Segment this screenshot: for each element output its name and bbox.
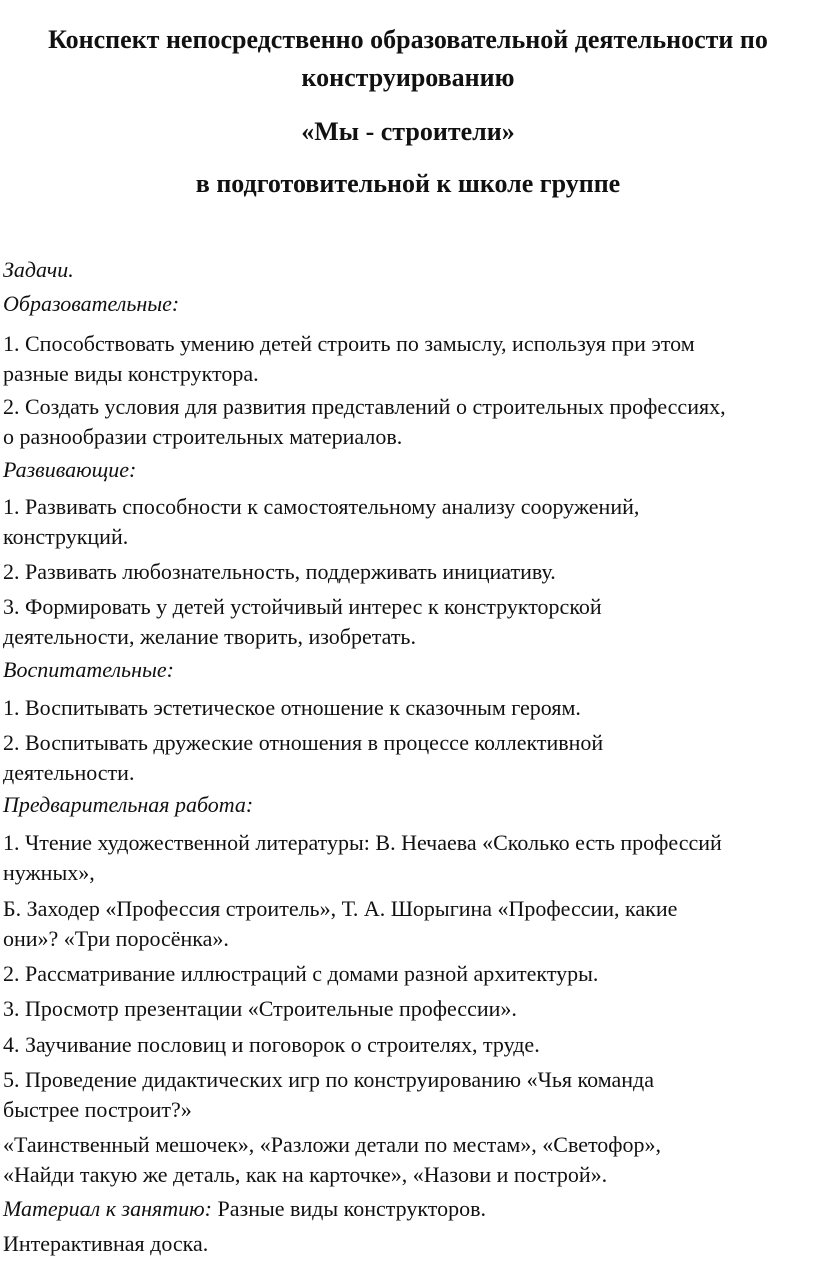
up-item-2-line-2: деятельности.	[3, 760, 135, 785]
pre-item-1b-line-2: они»? «Три поросёнка».	[3, 926, 229, 951]
pre-item-1-line-1: 1. Чтение художественной литературы: В. Нечаева «Сколько есть профессий	[3, 830, 722, 855]
board-line: Интерактивная доска.	[3, 1231, 209, 1256]
edu-item-1-line-2: разные виды конструктора.	[3, 361, 259, 386]
document-group-line: в подготовительной к школе группе	[195, 169, 621, 198]
tasks-heading: Задачи.	[3, 257, 74, 282]
edu-item-2-line-1: 2. Создать условия для развития представлений о строительных профессиях,	[3, 394, 726, 419]
dev-item-3-line-1: 3. Формировать у детей устойчивый интерес к конструкторской	[3, 594, 602, 619]
up-item-2-line-1: 2. Воспитывать дружеские отношения в процессе коллективной	[3, 730, 604, 755]
document-title-line-1: Конспект непосредственно образовательной деятельности по	[48, 25, 768, 54]
edu-item-1-line-1: 1. Способствовать умению детей строить по замыслу, используя при этом	[3, 331, 695, 356]
dev-item-2: 2. Развивать любознательность, поддерживать инициативу.	[3, 559, 556, 584]
preliminary-heading: Предварительная работа:	[3, 792, 254, 817]
material-value: Разные виды конструкторов.	[212, 1196, 486, 1221]
pre-item-4: 4. Заучивание пословиц и поговорок о строителях, труде.	[3, 1032, 540, 1057]
edu-item-2-line-2: о разнообразии строительных материалов.	[3, 424, 403, 449]
pre-item-3: 3. Просмотр презентации «Строительные профессии».	[3, 996, 517, 1021]
dev-item-1-line-1: 1. Развивать способности к самостоятельному анализу сооружений,	[3, 494, 640, 519]
document-title-line-2: конструированию	[301, 63, 515, 92]
games-line-1: «Таинственный мешочек», «Разложи детали по местам», «Светофор»,	[3, 1132, 662, 1157]
pre-item-1b-line-1: Б. Заходер «Профессия строитель», Т. А. Шорыгина «Профессии, какие	[3, 896, 678, 921]
upbringing-heading: Воспитательные:	[3, 657, 174, 682]
material-line	[3, 1195, 813, 1223]
pre-item-5-line-2: быстрее построит?»	[3, 1097, 192, 1122]
pre-item-1-line-2: нужных»,	[3, 860, 95, 885]
pre-item-5-line-1: 5. Проведение дидактических игр по конструированию «Чья команда	[3, 1067, 654, 1092]
dev-item-3-line-2: деятельности, желание творить, изобретать.	[3, 624, 416, 649]
up-item-1: 1. Воспитывать эстетическое отношение к сказочным героям.	[3, 695, 581, 720]
educational-heading: Образовательные:	[3, 291, 180, 316]
dev-item-1-line-2: конструкций.	[3, 524, 129, 549]
pre-item-2: 2. Рассматривание иллюстраций с домами разной архитектуры.	[3, 961, 599, 986]
games-line-2: «Найди такую же деталь, как на карточке», «Назови и построй».	[3, 1162, 608, 1187]
developing-heading: Развивающие:	[3, 457, 137, 482]
document-subtitle: «Мы - строители»	[301, 117, 515, 146]
material-label: Материал к занятию:	[3, 1196, 212, 1221]
